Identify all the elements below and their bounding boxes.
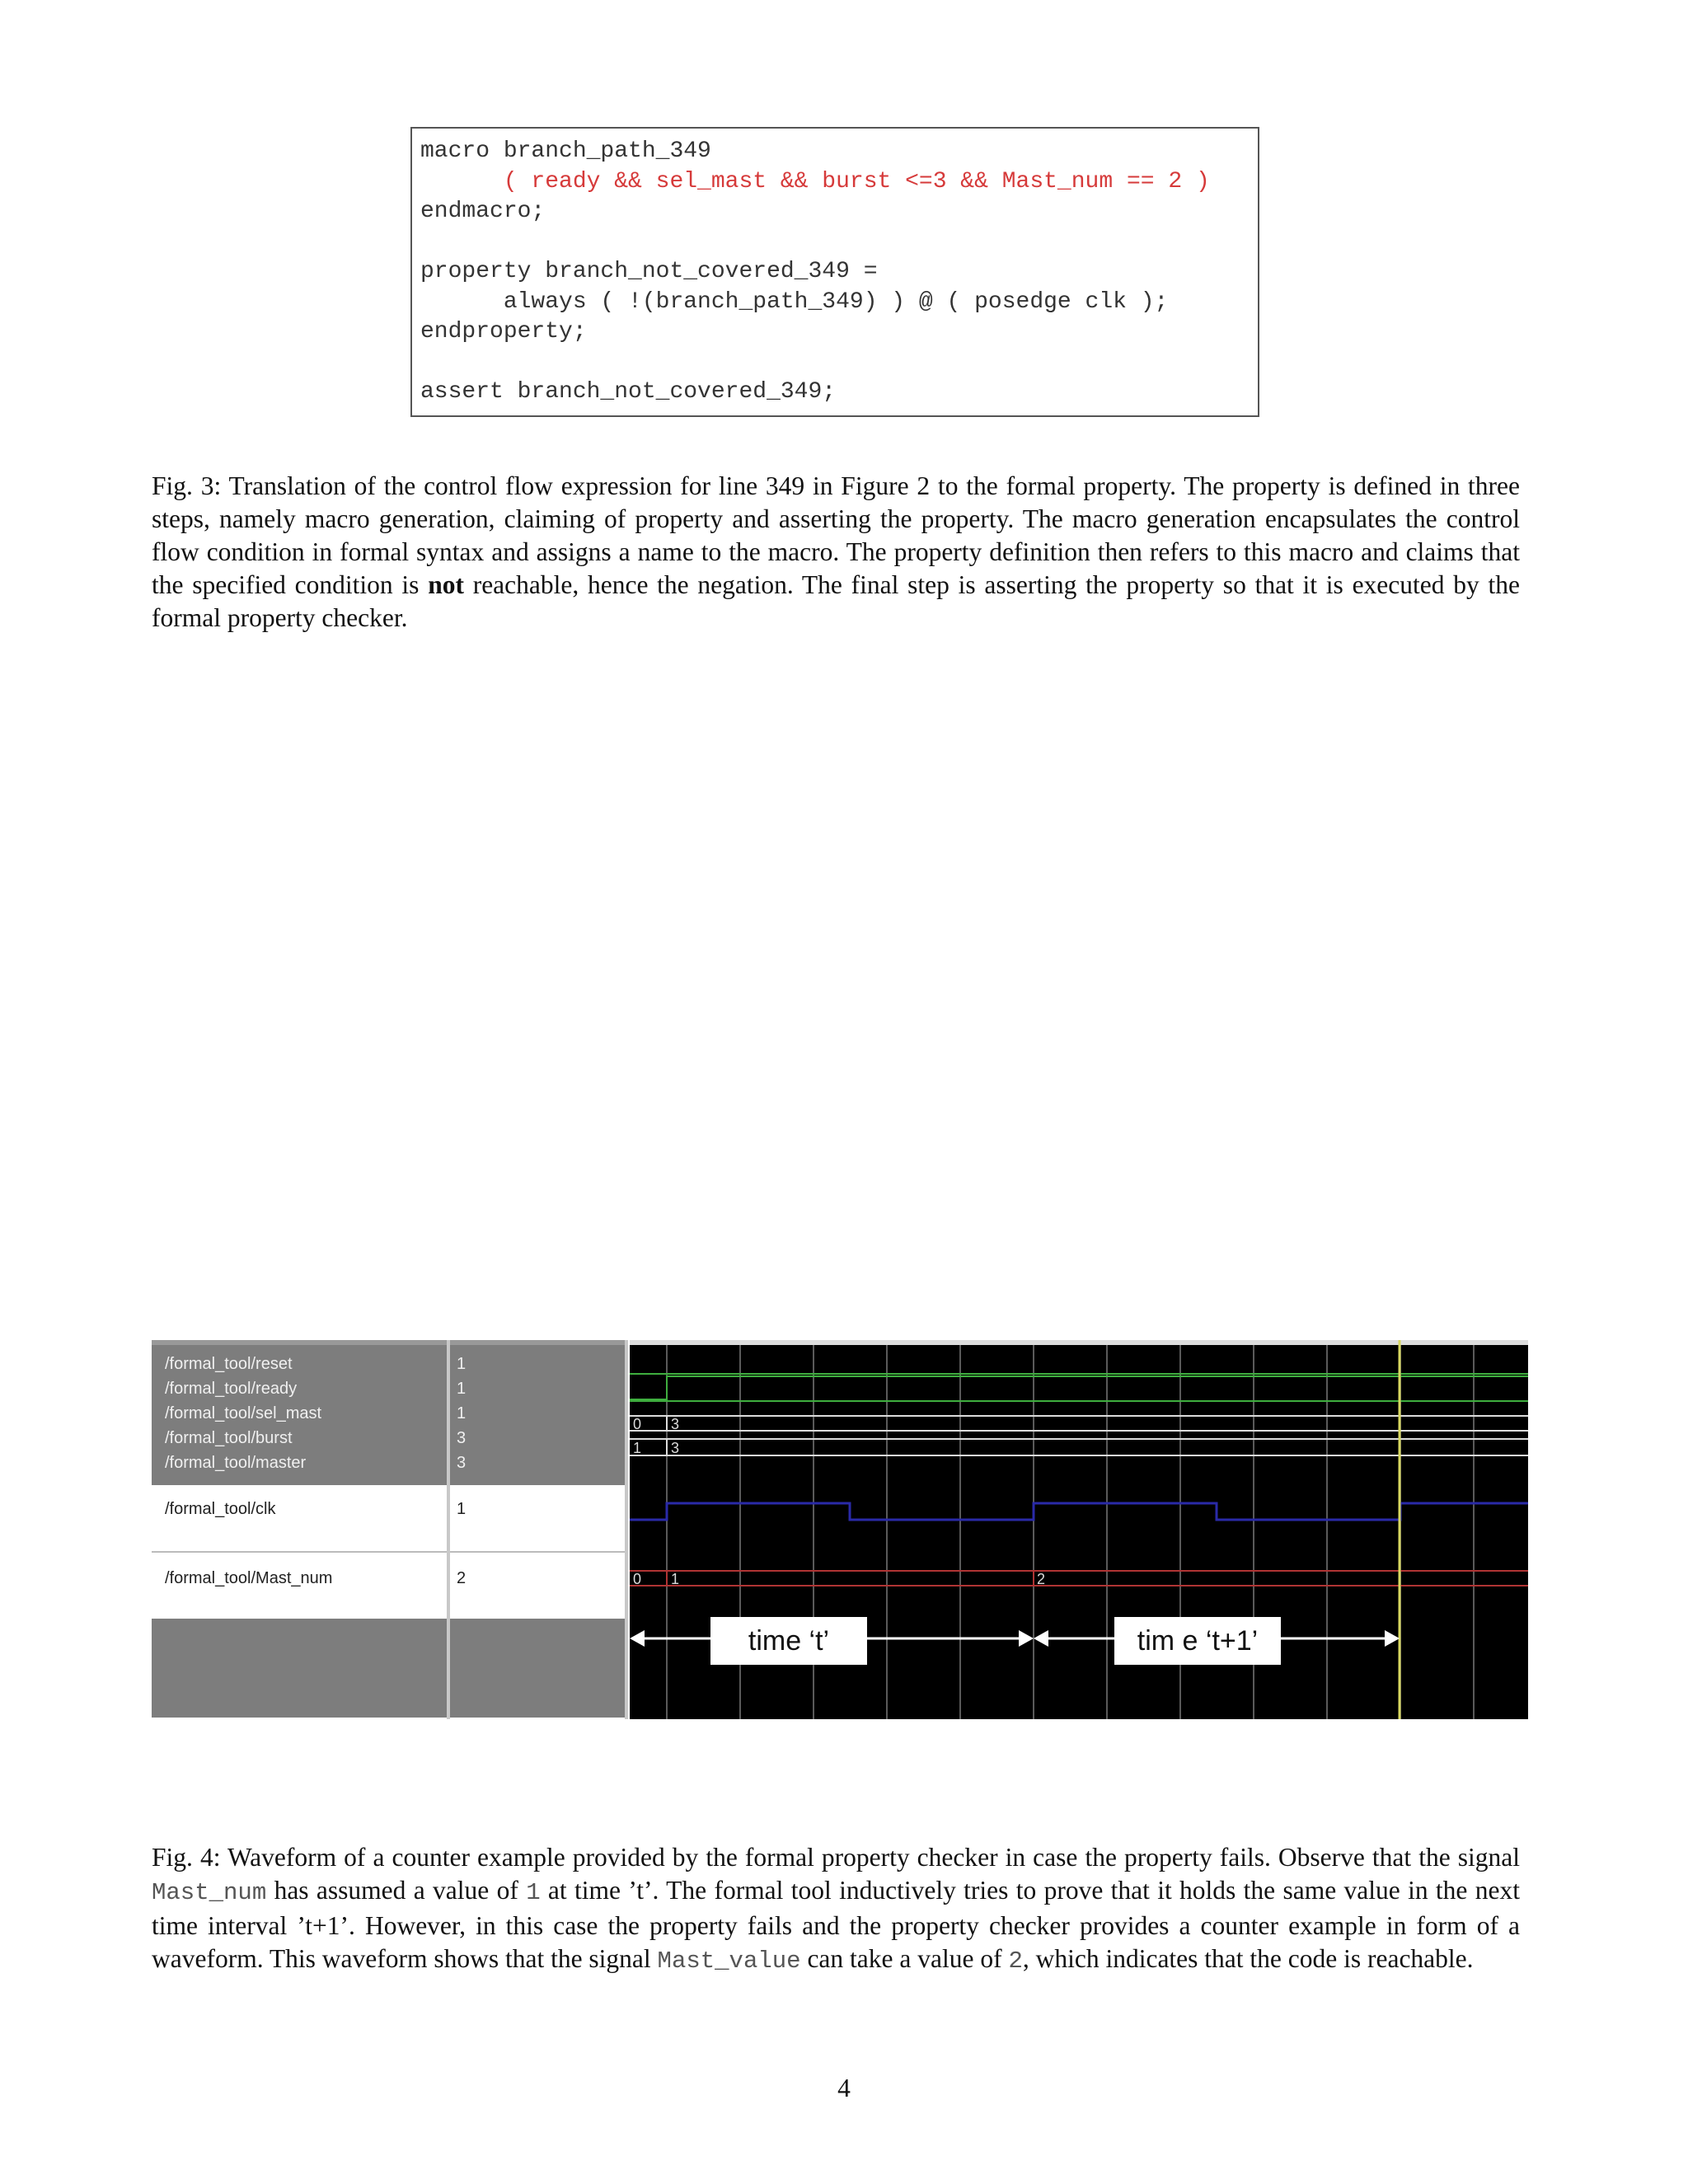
code-line: property branch_not_covered_349 = <box>420 259 878 284</box>
code-line <box>420 348 1250 378</box>
caption-text: has assumed a value of <box>266 1876 527 1905</box>
signal-value: 3 <box>457 1454 467 1472</box>
burst-bus-label: 3 <box>671 1416 680 1432</box>
signal-name[interactable]: /formal_tool/Mast_num <box>165 1569 333 1587</box>
time-t1-label: tim e ‘t+1’ <box>1137 1625 1259 1657</box>
caption-code-text: 2 <box>1008 1947 1023 1975</box>
signal-name[interactable]: /formal_tool/master <box>165 1454 307 1472</box>
master-bus-label: 3 <box>671 1440 680 1456</box>
signal-name[interactable]: /formal_tool/ready <box>165 1380 298 1398</box>
code-line <box>420 227 1250 258</box>
time-t-label: time ‘t’ <box>748 1625 830 1657</box>
figure-3-caption <box>152 470 1520 635</box>
caption-bold-text: not <box>428 570 464 599</box>
code-line: endproperty; <box>420 319 587 344</box>
code-listing <box>410 127 1259 417</box>
signal-value: 1 <box>457 1404 467 1422</box>
signal-name-pane <box>152 1340 447 1719</box>
signal-value: 3 <box>457 1429 467 1447</box>
code-line: ( ready && sel_mast && burst <=3 && Mast_num == 2 ) <box>420 168 1210 194</box>
caption-text: reachable, hence the negation. The final step is asserting the property so that it is executed by the formal property checker. <box>152 570 1520 632</box>
plot-top-border <box>630 1340 1528 1345</box>
waveform-figure <box>152 1340 1528 1719</box>
caption-code-text: Mast_num <box>152 1879 267 1906</box>
signal-name[interactable]: /formal_tool/burst <box>165 1429 293 1447</box>
caption-text: , which indicates that the code is reachable. <box>1022 1944 1474 1973</box>
signal-name[interactable]: /formal_tool/reset <box>165 1355 293 1373</box>
signal-value: 2 <box>457 1569 467 1587</box>
pane-divider[interactable] <box>625 1340 628 1719</box>
caption-text: can take a value of <box>800 1944 1009 1973</box>
signal-value-pane <box>450 1340 625 1719</box>
caption-code-text: 1 <box>526 1879 541 1906</box>
mast-num-bus-label: 2 <box>1037 1571 1046 1587</box>
signal-value: 1 <box>457 1380 467 1398</box>
signal-value: 1 <box>457 1355 467 1373</box>
code-line: assert branch_not_covered_349; <box>420 379 837 405</box>
master-bus-label: 1 <box>633 1440 642 1456</box>
code-line: always ( !(branch_path_349) ) @ ( posedge clk ); <box>420 288 1169 315</box>
code-line: macro branch_path_349 <box>420 138 711 164</box>
caption-code-text: Mast_value <box>657 1947 801 1975</box>
signal-name[interactable]: /formal_tool/sel_mast <box>165 1404 322 1422</box>
page-number: 4 <box>837 2074 851 2102</box>
code-line: endmacro; <box>420 199 546 224</box>
caption-text: at time ’t’. The formal tool inductively tries to prove that it holds the same value in the next time interval ’t+1’. However, in this case the property fails and the property checker provides a counter example in form of a waveform. This waveform shows that the signal <box>152 1876 1520 1973</box>
mast-num-bus-label: 0 <box>633 1571 642 1587</box>
burst-bus-label: 0 <box>633 1416 642 1432</box>
signal-value: 1 <box>457 1500 467 1518</box>
signal-name[interactable]: /formal_tool/clk <box>165 1500 276 1518</box>
waveform-plot <box>630 1340 1528 1719</box>
mast-num-bus-label: 1 <box>671 1571 680 1587</box>
caption-text: Fig. 3: Translation of the control flow expression for line 349 in Figure 2 to the formal property. The property is defined in three steps, namely macro generation, claiming of property and asserting the property. The macro generation encapsulates the control flow condition in formal syntax and assigns a name to the macro. The property definition then refers to this macro and claims that the specified condition is <box>152 471 1520 599</box>
figure-4-caption <box>152 1841 1520 1978</box>
caption-text: Fig. 4: Waveform of a counter example provided by the formal property checker in case the property fails. Observe that the signal <box>152 1843 1520 1872</box>
